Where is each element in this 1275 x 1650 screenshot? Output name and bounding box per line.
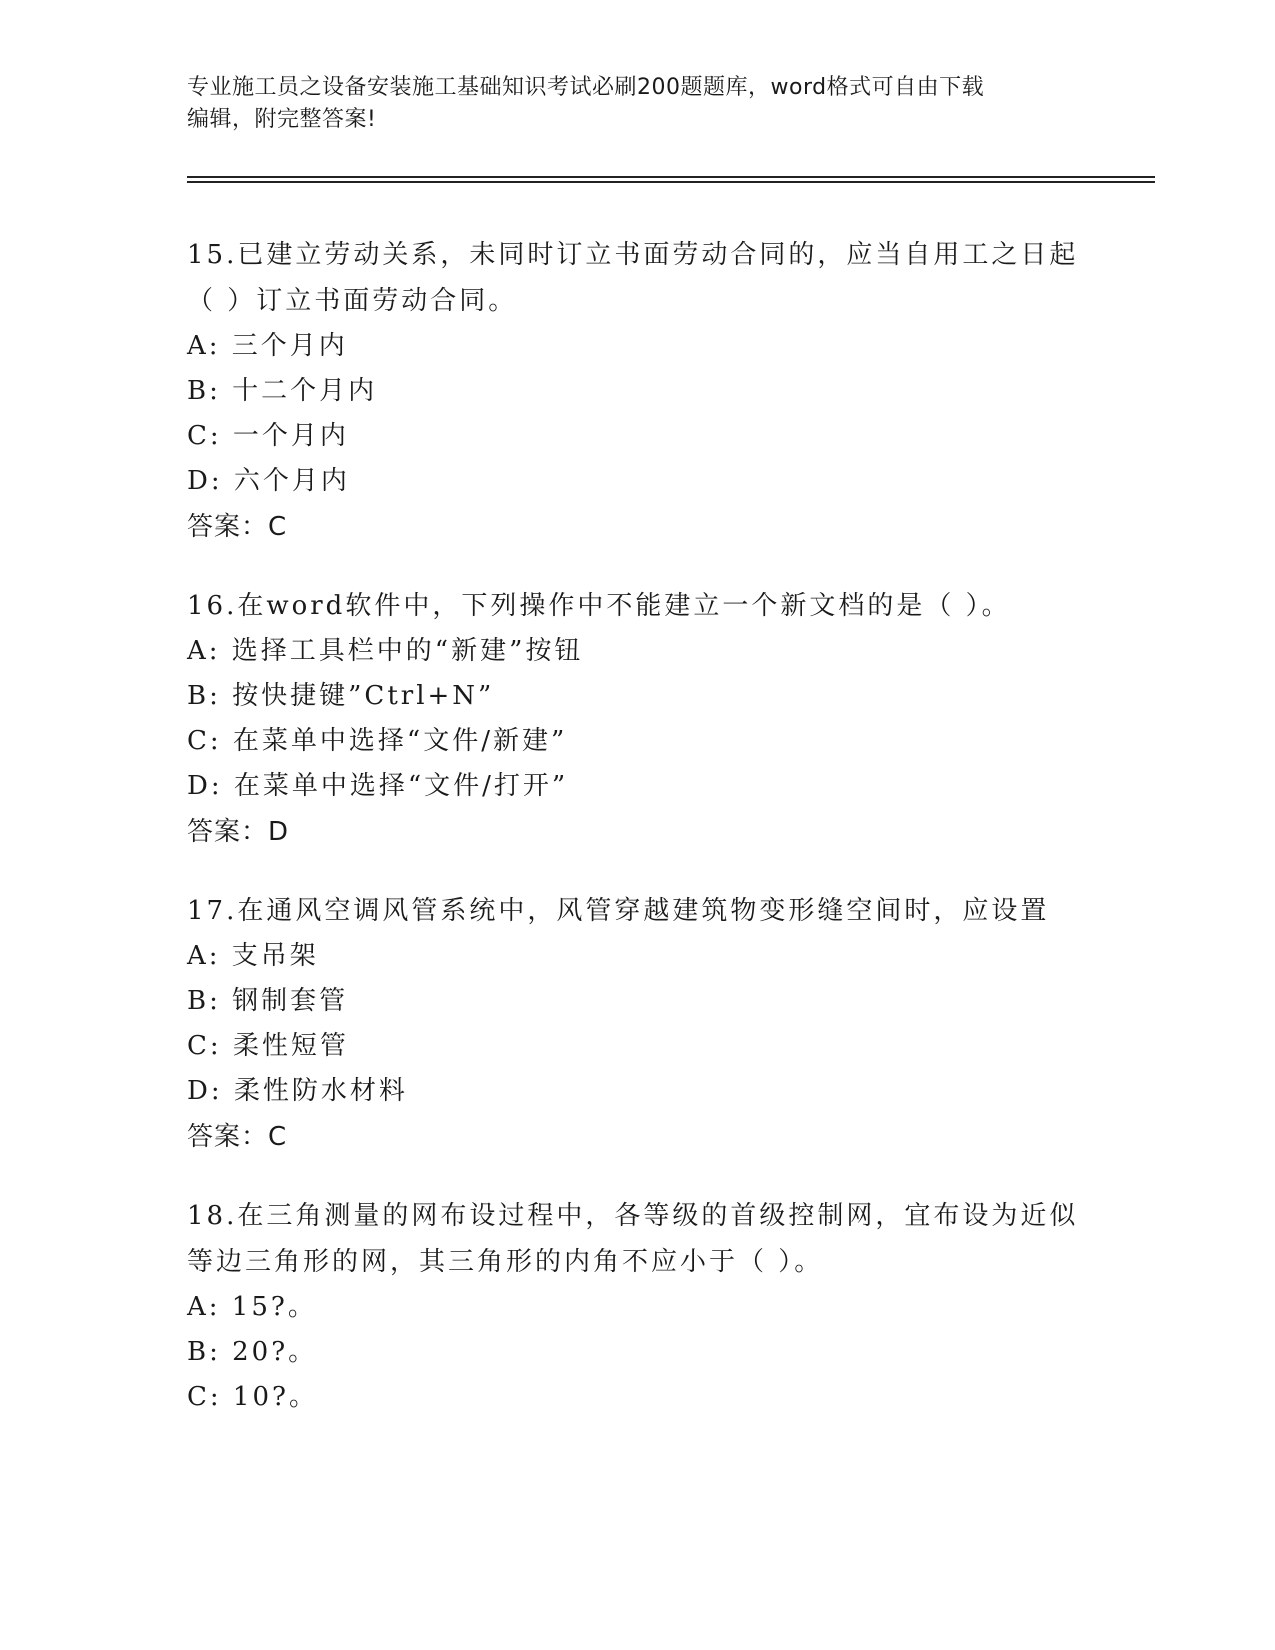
document-header [187,72,1087,136]
header-line-1: 专业施工员之设备安装施工基础知识考试必刷200题题库，word格式可自由下载 [187,75,985,100]
answer: 答案：C [187,512,288,542]
option-a: A: 选择工具栏中的“新建”按钮 [187,636,584,666]
question-list [187,232,1087,1453]
question-text-line: 18.在三角测量的网布设过程中，各等级的首级控制网，宜布设为近似 [187,1201,1079,1231]
option-b: B: 按快捷键”Ctrl+N” [187,681,495,711]
question-18 [187,1193,1087,1420]
question-text-line: 16.在word软件中，下列操作中不能建立一个新文档的是（ ）。 [187,591,1011,621]
option-a: A: 三个月内 [187,331,348,361]
option-d: D: 在菜单中选择“文件/打开” [187,771,569,801]
option-b: B: 20?。 [187,1337,318,1367]
question-text-line: 等边三角形的网，其三角形的内角不应小于（ ）。 [187,1247,824,1277]
answer: 答案：C [187,1122,288,1152]
question-text-line: 17.在通风空调风管系统中，风管穿越建筑物变形缝空间时，应设置 [187,896,1050,926]
option-a: A: 15?。 [187,1292,317,1322]
question-15 [187,232,1087,550]
header-divider-bottom [187,181,1155,183]
question-17 [187,888,1087,1160]
question-text-line: 15.已建立劳动关系，未同时订立书面劳动合同的，应当自用工之日起 [187,240,1079,270]
header-line-2: 编辑，附完整答案! [187,107,377,132]
option-b: B: 十二个月内 [187,376,378,406]
option-b: B: 钢制套管 [187,986,349,1016]
option-c: C: 在菜单中选择“文件/新建” [187,726,568,756]
option-d: D: 柔性防水材料 [187,1076,408,1106]
answer: 答案：D [187,817,290,847]
option-d: D: 六个月内 [187,466,350,496]
option-c: C: 柔性短管 [187,1031,349,1061]
question-16 [187,583,1087,855]
option-a: A: 支吊架 [187,941,319,971]
option-c: C: 一个月内 [187,421,349,451]
header-divider-top [187,176,1155,178]
question-text-line: （ ）订立书面劳动合同。 [187,286,518,316]
option-c: C: 10?。 [187,1382,318,1412]
